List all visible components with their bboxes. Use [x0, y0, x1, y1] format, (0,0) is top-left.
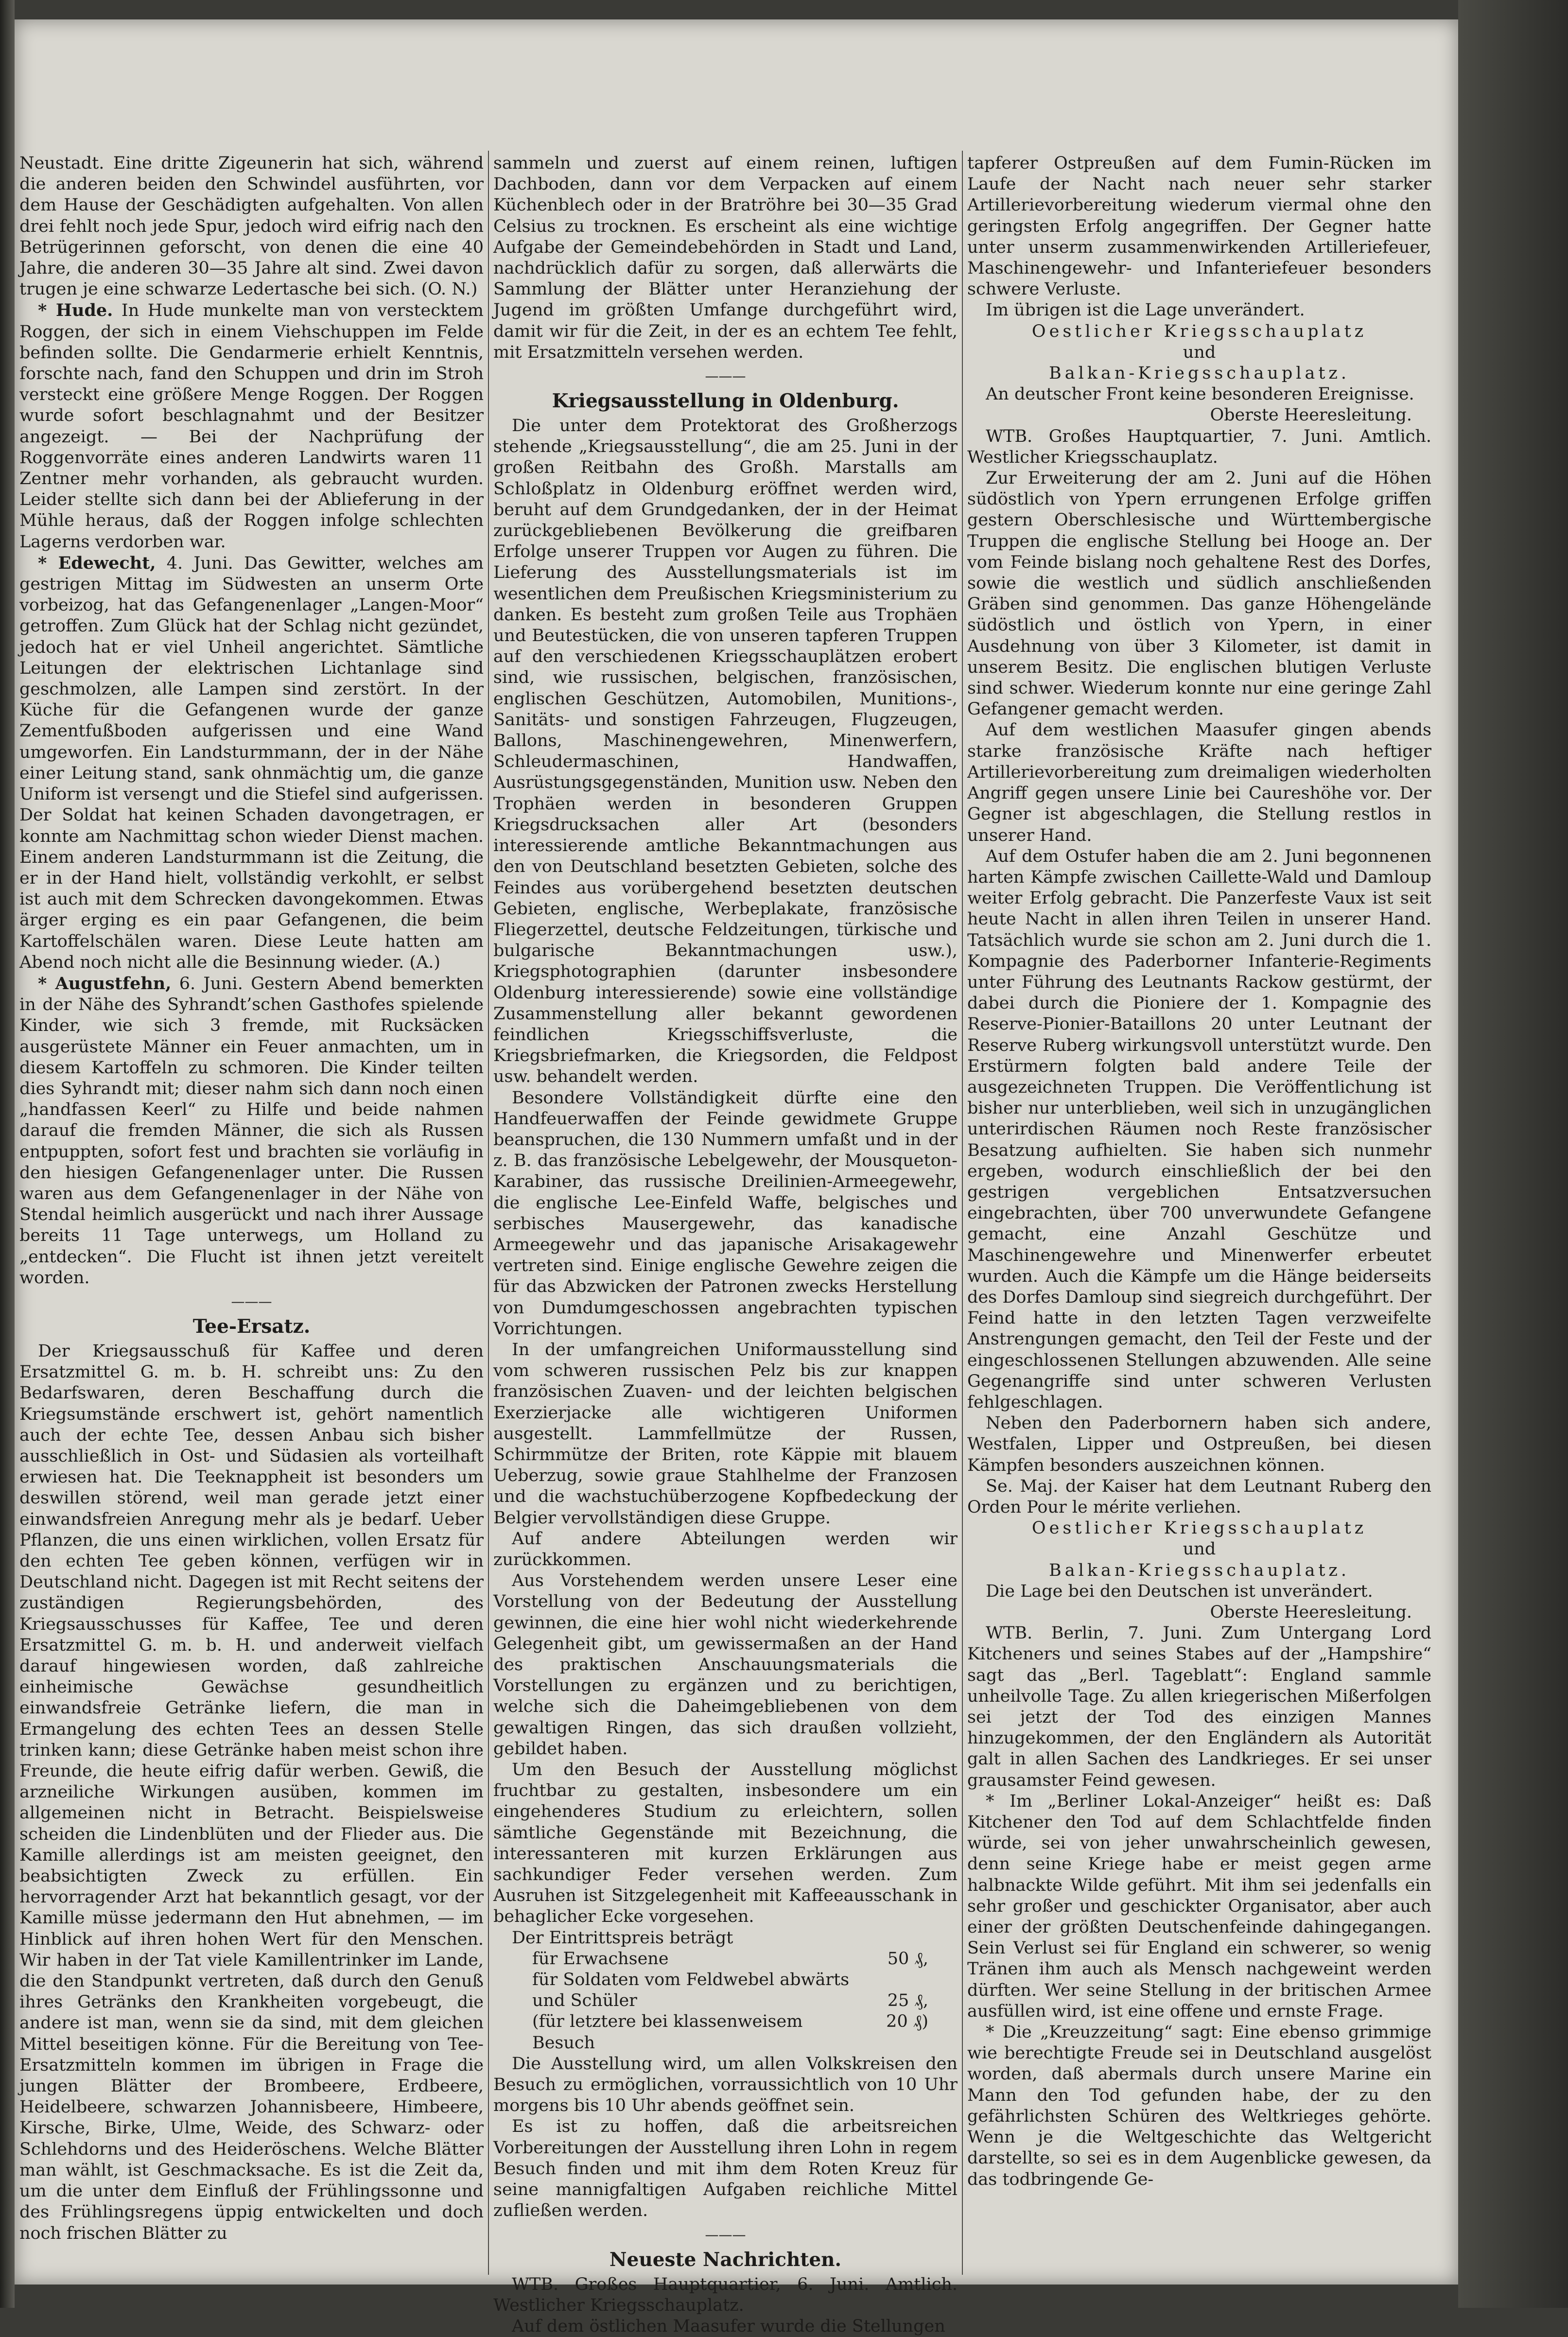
paragraph-text: Die Ausstellung wird, um allen Volkskreisen den Besuch zu ermöglichen, vorraussichtlich von 10 Uhr morgens bis 10 Uhr abends geöffnet sein.: [493, 2054, 958, 2116]
separator: ———: [231, 1293, 272, 1309]
paragraph-text: Besondere Vollständigkeit dürfte eine den Handfeuerwaffen der Feinde gewidmete Gruppe beanspruchen, die 130 Nummern umfaßt und in der z. B. das französische Lebelgewehr, der Mousqueton-Karabiner, das russische Dreilinien-Armeegewehr, die englische Lee-Einfeld Waffe, belgisches und serbisches Mausergewehr, das kanadische Armeegewehr und das japanische Arisakagewehr vertreten sind. Einige englische Gewehre zeigen die für das Abzwicken der Patronen zwecks Herstellung von Dumdumgeschossen angebrachten typischen Vorrichtungen.: [493, 1088, 958, 1339]
book-binding-edge: [0, 0, 15, 2308]
paragraph: [967, 720, 1431, 846]
column-right: [967, 153, 1431, 2277]
signature: Oberste Heeresleitung.: [1210, 1603, 1412, 1622]
fee-label: (für letztere bei klassenweisem Besuch: [532, 2012, 803, 2053]
paragraph-text: tapferer Ostpreußen auf dem Fumin-Rücken im Laufe der Nacht nach neuer sehr starker Artillerievorbereitung wiederum viermal ohne den geringsten Erfolg angegriffen. Der Gegner hatte unter unserm zusammenwirkenden Artilleriefeuer, Maschinengewehr- und Infanteriefeuer besonders schwere Verluste.: [967, 154, 1431, 299]
admission-fees: [493, 1928, 958, 2054]
paragraph: [967, 468, 1431, 720]
paragraph: [967, 426, 1431, 468]
paragraph: [19, 153, 484, 300]
section-heading: Kriegsausstellung in Oldenburg.: [552, 390, 899, 413]
paragraph: [967, 1476, 1431, 1518]
paragraph-text: Auf dem östlichen Maasufer wurde die Stellungen: [512, 2316, 945, 2336]
paragraph: [967, 1791, 1431, 2022]
scan-background: [1458, 0, 1568, 2308]
paragraph-text: Auf dem Ostufer haben die am 2. Juni begonnenen harten Kämpfe zwischen Caillette-Wald und Damloup weiter Erfolg gebracht. Die Panzerfeste Vaux ist seit heute Nacht in allen ihren Teilen in unserer Hand. Tatsächlich wurde sie schon am 2. Juni durch die 1. Kompagnie des Paderborner Infanterie-Regiments unter Führung des Leutnants Rackow gestürmt, der dabei durch die Pioniere der 1. Kompagnie des Reserve-Pionier-Bataillons 20 unter Leutnant der Reserve Ruberg wirkungsvoll unterstützt wurde. Den Erstürmern folgten bald andere Teile der ausgezeichneten Truppen. Die Veröffentlichung ist bisher nur unterblieben, weil sich in unzugänglichen unterirdischen Räumen noch Reste französischer Besatzung aufhielten. Sie haben sich nunmehr ergeben, wodurch einschließlich der bei den gestrigen vergeblichen Entsatzversuchen eingebrachten, über 700 unverwundete Gefangene gemacht, eine Anzahl Geschütze und Maschinengewehre und Minenwerfer erbeutet wurden. Auch die Kämpfe um die Hänge beiderseits des Dorfes Damloup sind siegreich durchgeführt. Der Feind hatte in den letzten Tagen verzweifelte Anstrengungen gemacht, den Teil der Feste und der eingeschlossenen Stellungen abzuwenden. Alle seine Gegenangriffe sind unter schweren Verlusten fehlgeschlagen.: [967, 846, 1431, 1412]
paragraph: [493, 1529, 958, 1570]
paragraph-text: WTB. Großes Hauptquartier, 6. Juni. Amtlich. Westlicher Kriegsschauplatz.: [493, 2274, 958, 2315]
dateline: * Edewecht,: [38, 553, 156, 573]
fee-row: [493, 1990, 958, 2011]
paragraph: [967, 1623, 1431, 1791]
paragraph-text: 6. Juni. Gestern Abend bemerkten in der Nähe des Syhrandt’schen Gasthofes spielende Kinder, wie sich 3 fremde, mit Rucksäcken ausgerüstete Männer ein Feuer anmachten, um in diesem Kartoffeln zu schmoren. Die Kinder teilten dies Syhrandt mit; dieser nahm sich dann noch einen „handfassen Keerl“ zu Hilfe und beide nahmen darauf die fremden Männer, die sich als Russen entpuppten, sofort fest und brachten sie vorläufig in den hiesigen Gefangenenlager unter. Die Russen waren aus dem Gefangenenlager in der Nähe von Stendal heimlich ausgerückt und nach ihrer Aussage bereits 11 Tage unterwegs, um Holland zu „entdecken“. Die Flucht ist ihnen jetzt vereitelt worden.: [19, 974, 484, 1288]
theater-heading: Balkan-Kriegsschauplatz.: [1049, 364, 1350, 384]
paragraph-text: Im übrigen ist die Lage unverändert.: [986, 300, 1305, 320]
conjunction: und: [1183, 342, 1216, 362]
paragraph: [19, 300, 484, 552]
theater-heading: Oestlicher Kriegsschauplatz: [1031, 1518, 1367, 1538]
section-heading: Neueste Nachrichten.: [609, 2248, 842, 2271]
paragraph: [493, 2274, 958, 2316]
paragraph: [19, 973, 484, 1289]
columns: [15, 153, 1458, 2336]
paragraph-text: Zur Erweiterung der am 2. Juni auf die Höhen südöstlich von Ypern errungenen Erfolge griffen gestern Oberschlesische und Württembergische Truppen die englische Stellung bei Hooge an. Der vom Feinde bislang noch gehaltene Rest des Dorfes, sowie die westlich und südlich anschließenden Gräben sind genommen. Das ganze Höhengelände südöstlich und östlich von Ypern, in einer Ausdehnung von über 3 Kilometer, ist damit in unserem Besitz. Die englischen blutigen Verluste sind schwer. Wiederum konnte nur eine geringe Zahl Gefangener gemacht werden.: [967, 469, 1431, 719]
paragraph-text: * Im „Berliner Lokal-Anzeiger“ heißt es: Daß Kitchener den Tod auf dem Schlachtfelde finden würde, sei von jeher unwahrscheinlich gewesen, denn seine Kriege habe er meist gegen arme halbnackte Wilde geführt. Mit ihm sei jedenfalls ein sehr großer und geschickter Organisator, aber auch einer der größten Deutschenfeinde dahingegangen. Sein Verlust sei für England ein schwerer, so wenig Tränen ihm auch als Mensch nachgeweint werden dürften. Wer seine Stellung in der britischen Armee ausfüllen wird, ist eine offene und ernste Frage.: [967, 1791, 1431, 2021]
paragraph-text: sammeln und zuerst auf einem reinen, luftigen Dachboden, dann vor dem Verpacken auf einem Küchenblech oder in der Bratröhre bei 30—35 Grad Celsius zu trocknen. Es erscheint als eine wichtige Aufgabe der Gemeindebehörden in Stadt und Land, nachdrücklich dafür zu sorgen, daß allerwärts die Sammlung der Blätter unter Heranziehung der Jugend im größten Umfange durchgeführt wird, damit wir für die Zeit, in der es an echtem Tee fehlt, mit Ersatzmitteln versehen werden.: [493, 154, 958, 362]
paragraph-text: Es ist zu hoffen, daß die arbeitsreichen Vorbereitungen der Ausstellung ihren Lohn in regem Besuch finden und mit ihm dem Roten Kreuz für seine mannigfaltigen Aufgaben reichliche Mittel zufließen werden.: [493, 2117, 958, 2221]
fees-intro: Der Eintrittspreis beträgt: [512, 1928, 733, 1948]
paragraph-text: An deutscher Front keine besonderen Ereignisse.: [986, 384, 1414, 404]
paragraph: [493, 1570, 958, 1760]
separator: ———: [705, 368, 746, 384]
dateline: * Augustfehn,: [38, 973, 172, 994]
paragraph-text: Neben den Paderbornern haben sich andere, Westfalen, Lipper und Ostpreußen, bei diesen Kämpfen besonders auszeichnen können.: [967, 1413, 1431, 1475]
paragraph: [967, 153, 1431, 300]
paragraph: [493, 1340, 958, 1529]
newspaper-page: [15, 19, 1458, 2336]
theater-heading: Balkan-Kriegsschauplatz.: [1049, 1560, 1350, 1580]
paragraph-text: Auf andere Abteilungen werden wir zurückkommen.: [493, 1529, 958, 1570]
fee-price: [851, 1970, 928, 1990]
paragraph: [493, 1760, 958, 1928]
fee-price: 20 ₰): [886, 2012, 928, 2032]
signature: Oberste Heeresleitung.: [1210, 405, 1412, 425]
paragraph: [493, 1088, 958, 1340]
fee-row: [493, 1949, 958, 1970]
paragraph: [967, 384, 1431, 405]
paragraph-text: Auf dem westlichen Maasufer gingen abends starke französische Kräfte nach heftiger Artillerievorbereitung zum dreimaligen wiederholten Angriff gegen unsere Linie bei Caureshöhe vor. Der Gegner ist abgeschlagen, die Stellung restlos in unserer Hand.: [967, 720, 1431, 845]
paragraph: [493, 2316, 958, 2337]
paragraph: [967, 300, 1431, 321]
paragraph-text: * Die „Kreuzzeitung“ sagt: Eine ebenso grimmige wie berechtigte Freude sei in Deutschland ausgelöst worden, daß abermals durch unsere Marine ein Mann den Tod gefunden habe, der zu den gefährlichsten Schüren des Weltkrieges gehörte. Wenn je die Weltgeschichte das Weltgericht darstellte, so sei es in dem Augenblicke gewesen, da das todbringende Ge-: [967, 2023, 1431, 2189]
paragraph-text: WTB. Berlin, 7. Juni. Zum Untergang Lord Kitcheners und seines Stabes auf der „Hampshire“ sagt das „Berl. Tageblatt“: England sammle unheilvolle Tage. Zu allen kriegerischen Mißerfolgen sei jetzt der Tod des einzigen Mannes hinzugekommen, der den Engländern als Autorität galt in allen Sachen des Landkrieges. Er sei unser grausamster Feind gewesen.: [967, 1623, 1431, 1790]
paragraph: [493, 2054, 958, 2117]
column-middle: [493, 153, 958, 2336]
paragraph: [493, 416, 958, 1088]
paragraph-text: WTB. Großes Hauptquartier, 7. Juni. Amtlich. Westlicher Kriegsschauplatz.: [967, 426, 1431, 467]
paragraph: [967, 846, 1431, 1413]
fee-label: für Soldaten vom Feldwebel abwärts: [532, 1970, 850, 1990]
paragraph-text: Die Lage bei den Deutschen ist unverändert.: [986, 1581, 1373, 1601]
paragraph-text: Um den Besuch der Ausstellung möglichst fruchtbar zu gestalten, insbesondere um ein eingehenderes Studium zu erleichtern, sollen sämtliche Gegenstände mit Bezeichnung, die interessanteren mit kurzen Erklärungen aus sachkundiger Feder versehen werden. Zum Ausruhen ist Sitzgelegenheit mit Kaffeeausschank in behaglicher Ecke vorgesehen.: [493, 1760, 958, 1927]
separator: ———: [705, 2226, 746, 2243]
paragraph-text: In Hude munkelte man von verstecktem Roggen, der sich in einem Viehschuppen im Felde befinden sollte. Die Gendarmerie erhielt Kenntnis, forschte nach, fand den Schuppen und drin im Stroh versteckt eine größere Menge Roggen. Der Roggen wurde sofort beschlagnahmt und der Besitzer angezeigt. — Bei der Nachprüfung der Roggenvorräte eines anderen Landwirts waren 11 Zentner mehr vorhanden, als gebraucht wurden. Leider stellte sich dann bei der Ablieferung in der Mühle heraus, daß der Roggen infolge schlechten Lagerns verdorben war.: [19, 301, 484, 552]
theater-heading: Oestlicher Kriegsschauplatz: [1031, 321, 1367, 341]
paragraph: [19, 1341, 484, 2244]
paragraph: [493, 2116, 958, 2221]
paragraph-text: In der umfangreichen Uniformausstellung sind vom schweren russischen Pelz bis zur knappen französischen Zuaven- und der leichten belgischen Exerzierjacke alle wichtigeren Uniformen ausgestellt. Lammfellmütze der Russen, Schirmmütze der Briten, rote Käppie mit blauem Ueberzug, sowie graue Stahlhelme der Franzosen und die wachstuchüberzogene Kopfbedeckung der Belgier vervollständigen diese Gruppe.: [493, 1340, 958, 1528]
fee-label: für Erwachsene: [532, 1949, 669, 1969]
paragraph-text: Se. Maj. der Kaiser hat dem Leutnant Ruberg den Orden Pour le mérite verliehen.: [967, 1476, 1431, 1517]
paragraph: [493, 153, 958, 363]
section-heading: Tee-Ersatz.: [192, 1315, 311, 1338]
paragraph: [967, 1413, 1431, 1476]
paragraph-text: Neustadt. Eine dritte Zigeunerin hat sich, während die anderen beiden den Schwindel ausführten, vor dem Hause der Geschädigten aufgehalten. Von allen drei fehlt noch jede Spur, jedoch wird eifrig nach den Betrügerinnen geforscht, von denen die eine 40 Jahre, die anderen 30—35 Jahre alt sind. Zwei davon trugen je eine schwarze Ledertasche bei sich. (O. N.): [19, 154, 484, 299]
paragraph: [967, 2022, 1431, 2190]
fee-price: 25 ₰,: [887, 1991, 928, 2011]
fee-label: und Schüler: [532, 1991, 637, 2011]
dateline: * Hude.: [38, 300, 113, 321]
paragraph-text: Aus Vorstehendem werden unsere Leser eine Vorstellung von der Bedeutung der Ausstellung gewinnen, die eine hier wohl nicht wiederkehrende Gelegenheit gibt, um gewissermaßen an der Hand des praktischen Anschauungsmaterials die Vorstellungen zu ergänzen und zu berichtigen, welche sich die Daheimgebliebenen von dem gewaltigen Ringen, das sich draußen vollzieht, gebildet haben.: [493, 1571, 958, 1759]
conjunction: und: [1183, 1539, 1216, 1559]
fee-price: 50 ₰,: [887, 1949, 928, 1969]
paragraph: [19, 553, 484, 973]
fee-row: [493, 1970, 958, 1990]
paragraph-text: 4. Juni. Das Gewitter, welches am gestrigen Mittag im Südwesten an unserm Orte vorbeizog, hat das Gefangenenlager „Langen-Moor“ getroffen. Zum Glück hat der Schlag nicht gezündet, jedoch hat er viel Unheil angerichtet. Sämtliche Leitungen der elektrischen Lichtanlage sind geschmolzen, alle Lampen sind zerstört. In der Küche für die Gefangenen wurde der ganze Zementfußboden aufgerissen und eine Wand umgeworfen. Ein Landsturmmann, der in der Nähe einer Leitung stand, sank ohnmächtig um, die ganze Uniform ist versengt und die Stiefel sind aufgerissen. Der Soldat hat keinen Schaden davongetragen, er konnte am Nachmittag schon wieder Dienst machen. Einem anderen Landsturmmann ist die Zeitung, die er in der Hand hielt, vollständig verkohlt, er selbst ist auch mit dem Schrecken davongekommen. Etwas ärger erging es ein paar Gefangenen, die beim Kartoffelschälen waren. Diese Leute hatten am Abend noch nicht alle die Besinnung wieder. (A.): [19, 553, 484, 972]
paragraph: [967, 1581, 1431, 1602]
paragraph-text: Der Kriegsausschuß für Kaffee und deren Ersatzmittel G. m. b. H. schreibt uns: Zu den Bedarfswaren, deren Beschaffung durch die Kriegsumstände erschwert ist, gehört namentlich auch der echte Tee, dessen Anbau sich bisher ausschließlich in Ost- und Südasien als vorteilhaft erwiesen hat. Die Teeknappheit ist besonders um deswillen störend, weil man gerade jetzt einer einwandsfreien Anregung mehr als je bedarf. Ueber Pflanzen, die uns einen wirklichen, vollen Ersatz für den echten Tee geben können, verfügen wir in Deutschland nicht. Dagegen ist mit Recht seitens der zuständigen Regierungsbehörden, des Kriegsausschusses für Kaffee, Tee und deren Ersatzmittel G. m. b. H. und anderweit vielfach darauf hingewiesen worden, daß zahlreiche einheimische Gewächse gesundheitlich einwandsfreie Getränke liefern, die man in Ermangelung des echten Tees an dessen Stelle trinken kann; diese Getränke haben meist schon ihre Freunde, die heute eifrig dafür werben. Gewiß, die arzneiliche Wirkungen ausüben, kommen im allgemeinen nicht in Betracht. Beispielsweise scheiden die Lindenblüten und der Flieder aus. Die Kamille allerdings ist am meisten geeignet, den beabsichtigten Zweck zu erfüllen. Ein hervorragender Arzt hat bekanntlich gesagt, vor der Kamille müsse jedermann den Hut abnehmen, — im Hinblick auf ihren hohen Wert für den Menschen. Wir haben in der Tat viele Kamillentrinker im Lande, die den Standpunkt vertreten, daß durch den Genuß ihres Getränks den Krankheiten vorgebeugt, die andere ist man, wenn sie da sind, mit dem gleichen Mittel beseitigen könne. Für die Bereitung von Tee-Ersatzmitteln kommen im übrigen in Frage die jungen Blätter der Brombeere, Erdbeere, Heidelbeere, schwarzen Johannisbeere, Himbeere, Kirsche, Birke, Ulme, Weide, des Schwarz- oder Schlehdorns und des Heideröschens. Welche Blätter man wählt, ist Geschmacksache. Es ist die Zeit da, um die unter dem Einfluß der Frühlingssonne und des Frühlingsregens üppig entwickelten und doch noch frischen Blätter zu: [19, 1341, 484, 2243]
fee-row: [493, 2011, 958, 2053]
paragraph-text: Die unter dem Protektorat des Großherzogs stehende „Kriegsausstellung“, die am 25. Juni in der großen Reitbahn des Großh. Marstalls am Schloßplatz in Oldenburg eröffnet werden wird, beruht auf dem Grundgedanken, der in der Heimat zurückgebliebenen Bevölkerung die greifbaren Erfolge unserer Truppen vor Augen zu führen. Die Lieferung des Ausstellungsmaterials ist im wesentlichen dem Preußischen Kriegsministerium zu danken. Es besteht zum großen Teile aus Trophäen und Beutestücken, die von unseren tapferen Truppen auf den verschiedenen Kriegsschauplätzen erobert sind, wie russischen, belgischen, französischen, englischen Geschützen, Automobilen, Munitions-, Sanitäts- und sonstigen Fahrzeugen, Flugzeugen, Ballons, Maschinengewehren, Minenwerfern, Schleudermaschinen, Handwaffen, Ausrüstungsgegenständen, Munition usw. Neben den Trophäen werden in besonderen Gruppen Kriegsdrucksachen aller Art (besonders interessierende amtliche Bekanntmachungen aus den von Deutschland besetzten Gebieten, solche des Feindes aus vorübergehend besetzten deutschen Gebieten, englische, Werbeplakate, französische Fliegerzettel, deutsche Feldzeitungen, türkische und bulgarische Bekanntmachungen usw.), Kriegsphotographien (darunter insbesondere Oldenburg interessierende) sowie eine vollständige Zusammenstellung aller bekannt gewordenen feindlichen Kriegsschiffsverluste, die Kriegsbriefmarken, die Kriegsorden, die Feldpost usw. behandelt werden.: [493, 416, 958, 1087]
column-left: [19, 153, 484, 2277]
